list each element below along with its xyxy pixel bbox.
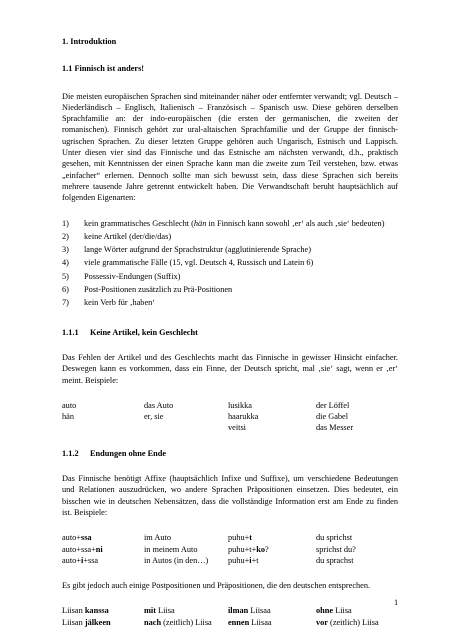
example-highlight: ni	[95, 544, 103, 554]
example-row	[62, 617, 402, 628]
example-cell	[228, 555, 316, 566]
example-text: auto+	[62, 555, 81, 565]
example-cell	[316, 605, 402, 616]
ending-examples-table	[62, 532, 402, 566]
example-highlight: nach	[144, 617, 162, 627]
example-cell: hän	[62, 412, 74, 422]
example-cell	[144, 617, 228, 628]
feature-item	[62, 257, 398, 268]
example-cell: der Löffel	[316, 400, 350, 410]
example-text: puhu+	[228, 555, 250, 565]
postposition-examples-table	[62, 605, 402, 628]
example-highlight: i	[80, 555, 84, 565]
chapter-heading: 1. Introduktion	[62, 37, 117, 46]
example-text: in meinem Auto	[144, 544, 198, 554]
feature-text: in Finnisch kann sowohl ‚er‘ als auch ‚sie‘ bedeuten)	[206, 218, 385, 228]
article-examples-table	[62, 400, 402, 434]
example-text: sprichst du?	[316, 544, 356, 554]
example-highlight: i	[249, 555, 252, 565]
endings-paragraph: Das Finnische benötigt Affixe (hauptsächlich Infixe und Suffixe), um verschiedene Bedeutungen und Relationen auszudrücken, wo andere Sprachen Präpositionen einsetzen. Dies bedeutet, ein bisschen wie in deutschen Nebensätzen, dass die vollständige Information erst am Ende zu finden ist. Beispiele:	[62, 474, 398, 517]
subsection-number: 1.1.1	[62, 327, 79, 337]
page-number: 1	[394, 598, 399, 607]
example-highlight: ohne	[316, 606, 334, 616]
subsection-number: 1.1.2	[62, 448, 79, 458]
example-highlight: jälkeen	[84, 617, 111, 627]
example-row	[62, 544, 402, 555]
example-highlight: vor	[316, 617, 328, 627]
example-cell	[62, 544, 144, 555]
example-text: Liisaa	[249, 617, 272, 627]
example-cell	[62, 422, 144, 433]
feature-number: 3)	[62, 245, 69, 255]
feature-number: 2)	[62, 231, 69, 241]
example-text: (zeitlich) Liisa	[327, 617, 379, 627]
example-cell	[62, 605, 144, 616]
example-text: in Autos (in den…)	[144, 555, 209, 565]
example-cell: lusikka	[228, 400, 252, 410]
feature-item	[62, 218, 398, 229]
example-cell	[144, 532, 228, 543]
feature-number: 5)	[62, 271, 69, 281]
feature-item	[62, 284, 398, 295]
example-cell: das Messer	[316, 423, 354, 433]
example-cell: die Gabel	[316, 412, 349, 422]
example-text: puhu+	[228, 533, 250, 543]
example-text: auto+	[62, 533, 81, 543]
section-heading: 1.1 Finnisch ist anders!	[62, 64, 145, 74]
feature-number: 7)	[62, 298, 69, 308]
feature-text: Post-Positionen zusätzlich zu Prä-Positionen	[84, 285, 233, 295]
example-text: +t	[251, 555, 259, 565]
example-cell	[316, 544, 402, 555]
example-highlight: mit	[144, 606, 156, 616]
example-text: Liisa	[155, 606, 175, 616]
feature-example-word: hän	[193, 218, 207, 228]
subsection-heading-articles	[62, 327, 398, 338]
example-cell	[144, 422, 228, 433]
example-text: Liisan	[62, 617, 85, 627]
example-cell	[144, 555, 228, 566]
feature-number: 1)	[62, 218, 69, 228]
example-text: (zeitlich) Liisa	[161, 617, 212, 627]
example-row	[62, 555, 402, 566]
example-cell	[316, 532, 402, 543]
feature-item	[62, 244, 398, 255]
feature-number: 4)	[62, 258, 69, 268]
feature-text: kein grammatisches Geschlecht (	[84, 218, 194, 228]
example-cell: veitsi	[228, 423, 246, 433]
example-cell	[62, 617, 144, 628]
example-cell	[228, 617, 316, 628]
subsection-heading-endings	[62, 448, 398, 459]
example-text: puhu+t+	[228, 544, 257, 554]
example-highlight: ssa	[80, 533, 92, 543]
feature-item	[62, 231, 398, 242]
example-text: du sprichst	[316, 533, 353, 543]
example-cell	[316, 617, 402, 628]
example-row	[62, 400, 402, 411]
example-text: +ssa	[83, 555, 99, 565]
example-text: auto+ssa+	[62, 544, 96, 554]
example-cell	[316, 555, 402, 566]
example-highlight: ilman	[228, 606, 249, 616]
example-cell	[144, 544, 228, 555]
intro-paragraph: Die meisten europäischen Sprachen sind miteinander näher oder entfernter verwandt; vgl. Deutsch – Niederländisch – Englisch, Italienisch – Französisch – Spanisch usw. Diese gehören derselben Sprachfamilie an: der indo-europäischen (die ersten der germanischen, die zweiten der romanischen). Finnisch gehört zur ural-altaischen Sprachfamilie und der Gruppe der finnisch-ugrischen Sprachen. Zu dieser letzten Gruppe gehören auch Ungarisch, Estnisch und Lappisch. Unter diesen vier sind das Finnische und das Estnische am nächsten verwandt, d.h., praktisch gesehen, mit Kenntnissen der einen Sprache kann man die zweite zum Teil verstehen, bzw. etwas „einfacher“ erlernen. Dennoch sollte man sich bewusst sein, dass diese Sprachen sich bereits mehrere tausende Jahre getrennt entwickelt haben. Die Verwandtschaft beruht hauptsächlich auf folgenden Eigenarten:	[62, 91, 398, 203]
example-highlight: kanssa	[84, 606, 109, 616]
example-text: Liisa	[333, 606, 352, 616]
example-text: du sprachst	[316, 555, 354, 565]
example-cell: auto	[62, 400, 77, 410]
example-row	[62, 532, 402, 543]
example-highlight: t	[249, 533, 253, 543]
feature-item	[62, 297, 398, 308]
example-row	[62, 605, 402, 616]
example-cell	[228, 532, 316, 543]
example-row	[62, 422, 402, 433]
subsection-title: Endungen ohne Ende	[90, 448, 167, 458]
example-cell: er, sie	[144, 412, 164, 422]
articles-paragraph: Das Fehlen der Artikel und des Geschlechts macht das Finnische in gewisser Hinsicht einfacher. Deswegen kann es vorkommen, dass ein Finne, der Deutsch spricht, mal ‚sie‘ sagt, wenn er ‚er‘ meint. Beispiele:	[62, 352, 398, 385]
example-cell	[62, 532, 144, 543]
feature-number: 6)	[62, 285, 69, 295]
example-highlight: ko	[256, 544, 266, 554]
feature-text: kein Verb für ‚haben‘	[84, 298, 156, 308]
feature-item	[62, 271, 398, 282]
example-text: ?	[265, 544, 269, 554]
postposition-paragraph: Es gibt jedoch auch einige Postpositionen und Präpositionen, die den deutschen entsprechen.	[62, 581, 371, 591]
example-text: Liisaa	[248, 606, 271, 616]
example-cell: das Auto	[144, 400, 174, 410]
feature-list	[62, 218, 398, 309]
example-highlight: ennen	[228, 617, 250, 627]
example-text: Liisan	[62, 606, 85, 616]
feature-text: keine Artikel (der/die/das)	[84, 231, 172, 241]
feature-text: viele grammatische Fälle (15, vgl. Deutsch 4, Russisch und Latein 6)	[84, 258, 314, 268]
subsection-title: Keine Artikel, kein Geschlecht	[90, 327, 198, 337]
example-cell	[62, 555, 144, 566]
example-cell	[144, 605, 228, 616]
example-row	[62, 411, 402, 422]
feature-text: Possessiv-Endungen (Suffix)	[84, 271, 181, 281]
feature-text: lange Wörter aufgrund der Sprachstruktur (agglutinierende Sprache)	[84, 245, 312, 255]
example-text: im Auto	[144, 533, 171, 543]
example-cell	[228, 544, 316, 555]
example-cell: haarukka	[228, 412, 259, 422]
example-cell	[228, 605, 316, 616]
